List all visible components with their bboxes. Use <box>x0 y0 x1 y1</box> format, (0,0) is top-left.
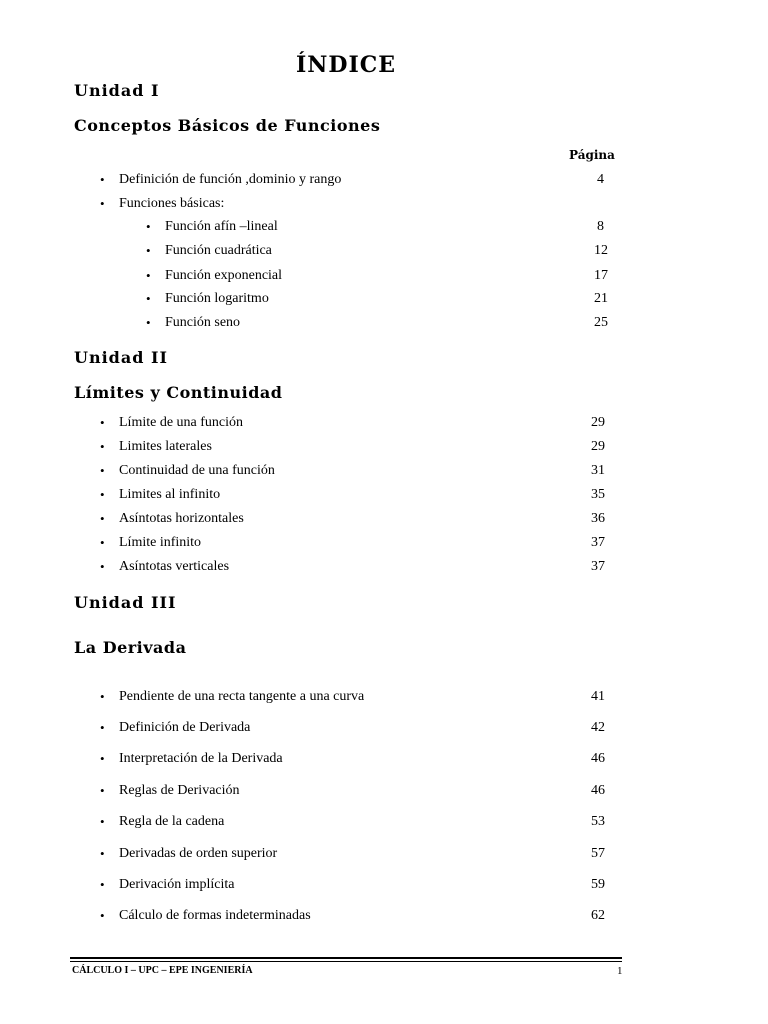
toc-item: Pendiente de una recta tangente a una curva <box>119 689 365 704</box>
bullet-icon: • <box>146 268 151 283</box>
toc-item: Continuidad de una función <box>119 463 275 478</box>
bullet-icon: • <box>146 219 151 234</box>
footer-text: CÁLCULO I – UPC – EPE INGENIERÍA <box>72 965 253 976</box>
bullet-icon: • <box>100 511 105 526</box>
toc-page: 46 <box>591 783 605 798</box>
toc-page: 41 <box>591 689 605 704</box>
toc-page: 12 <box>594 243 608 258</box>
toc-page: 25 <box>594 315 608 330</box>
toc-item: Funciones básicas: <box>119 196 225 211</box>
footer-rule <box>70 957 622 959</box>
bullet-icon: • <box>146 315 151 330</box>
bullet-icon: • <box>100 439 105 454</box>
bullet-icon: • <box>100 172 105 187</box>
toc-page: 8 <box>597 219 604 234</box>
bullet-icon: • <box>100 463 105 478</box>
toc-subitem: Función logaritmo <box>165 291 269 306</box>
toc-page: 37 <box>591 559 605 574</box>
toc-item: Limites al infinito <box>119 487 221 502</box>
footer-rule <box>70 961 622 962</box>
chapter-title: Conceptos Básicos de Funciones <box>74 116 381 135</box>
toc-page: 29 <box>591 439 605 454</box>
chapter-title: La Derivada <box>74 638 187 657</box>
page-title: ÍNDICE <box>296 52 397 78</box>
bullet-icon: • <box>100 196 105 211</box>
toc-page: 29 <box>591 415 605 430</box>
toc-subitem: Función cuadrática <box>165 243 272 258</box>
toc-item: Regla de la cadena <box>119 814 225 829</box>
toc-page: 31 <box>591 463 605 478</box>
toc-subitem: Función exponencial <box>165 268 283 283</box>
bullet-icon: • <box>100 846 105 861</box>
bullet-icon: • <box>100 689 105 704</box>
toc-item: Reglas de Derivación <box>119 783 240 798</box>
toc-item: Asíntotas horizontales <box>119 511 244 526</box>
toc-subitem: Función afín –lineal <box>165 219 278 234</box>
toc-item: Derivadas de orden superior <box>119 846 278 861</box>
toc-page: 35 <box>591 487 605 502</box>
toc-item: Limites laterales <box>119 439 212 454</box>
bullet-icon: • <box>100 487 105 502</box>
bullet-icon: • <box>100 535 105 550</box>
footer-page-number: 1 <box>617 965 623 977</box>
toc-page: 17 <box>594 268 608 283</box>
toc-page: 57 <box>591 846 605 861</box>
bullet-icon: • <box>100 559 105 574</box>
bullet-icon: • <box>146 291 151 306</box>
toc-item: Cálculo de formas indeterminadas <box>119 908 311 923</box>
unit-label: Unidad II <box>74 348 168 367</box>
unit-label: Unidad III <box>74 593 177 612</box>
toc-page: 37 <box>591 535 605 550</box>
bullet-icon: • <box>146 243 151 258</box>
toc-item: Interpretación de la Derivada <box>119 751 283 766</box>
bullet-icon: • <box>100 908 105 923</box>
toc-page: 42 <box>591 720 605 735</box>
toc-item: Límite de una función <box>119 415 244 430</box>
toc-subitem: Función seno <box>165 315 241 330</box>
bullet-icon: • <box>100 751 105 766</box>
toc-page: 36 <box>591 511 605 526</box>
toc-page: 21 <box>594 291 608 306</box>
toc-page: 59 <box>591 877 605 892</box>
bullet-icon: • <box>100 720 105 735</box>
toc-item: Definición de función ,dominio y rango <box>119 172 342 187</box>
bullet-icon: • <box>100 415 105 430</box>
toc-item: Límite infinito <box>119 535 202 550</box>
toc-item: Derivación implícita <box>119 877 235 892</box>
toc-item: Definición de Derivada <box>119 720 251 735</box>
toc-page: 62 <box>591 908 605 923</box>
toc-page: 53 <box>591 814 605 829</box>
page-column-label: Página <box>569 148 615 162</box>
bullet-icon: • <box>100 877 105 892</box>
unit-label: Unidad I <box>74 81 160 100</box>
toc-page: 4 <box>597 172 604 187</box>
chapter-title: Límites y Continuidad <box>74 383 283 402</box>
toc-item: Asíntotas verticales <box>119 559 230 574</box>
bullet-icon: • <box>100 783 105 798</box>
toc-page: 46 <box>591 751 605 766</box>
bullet-icon: • <box>100 814 105 829</box>
